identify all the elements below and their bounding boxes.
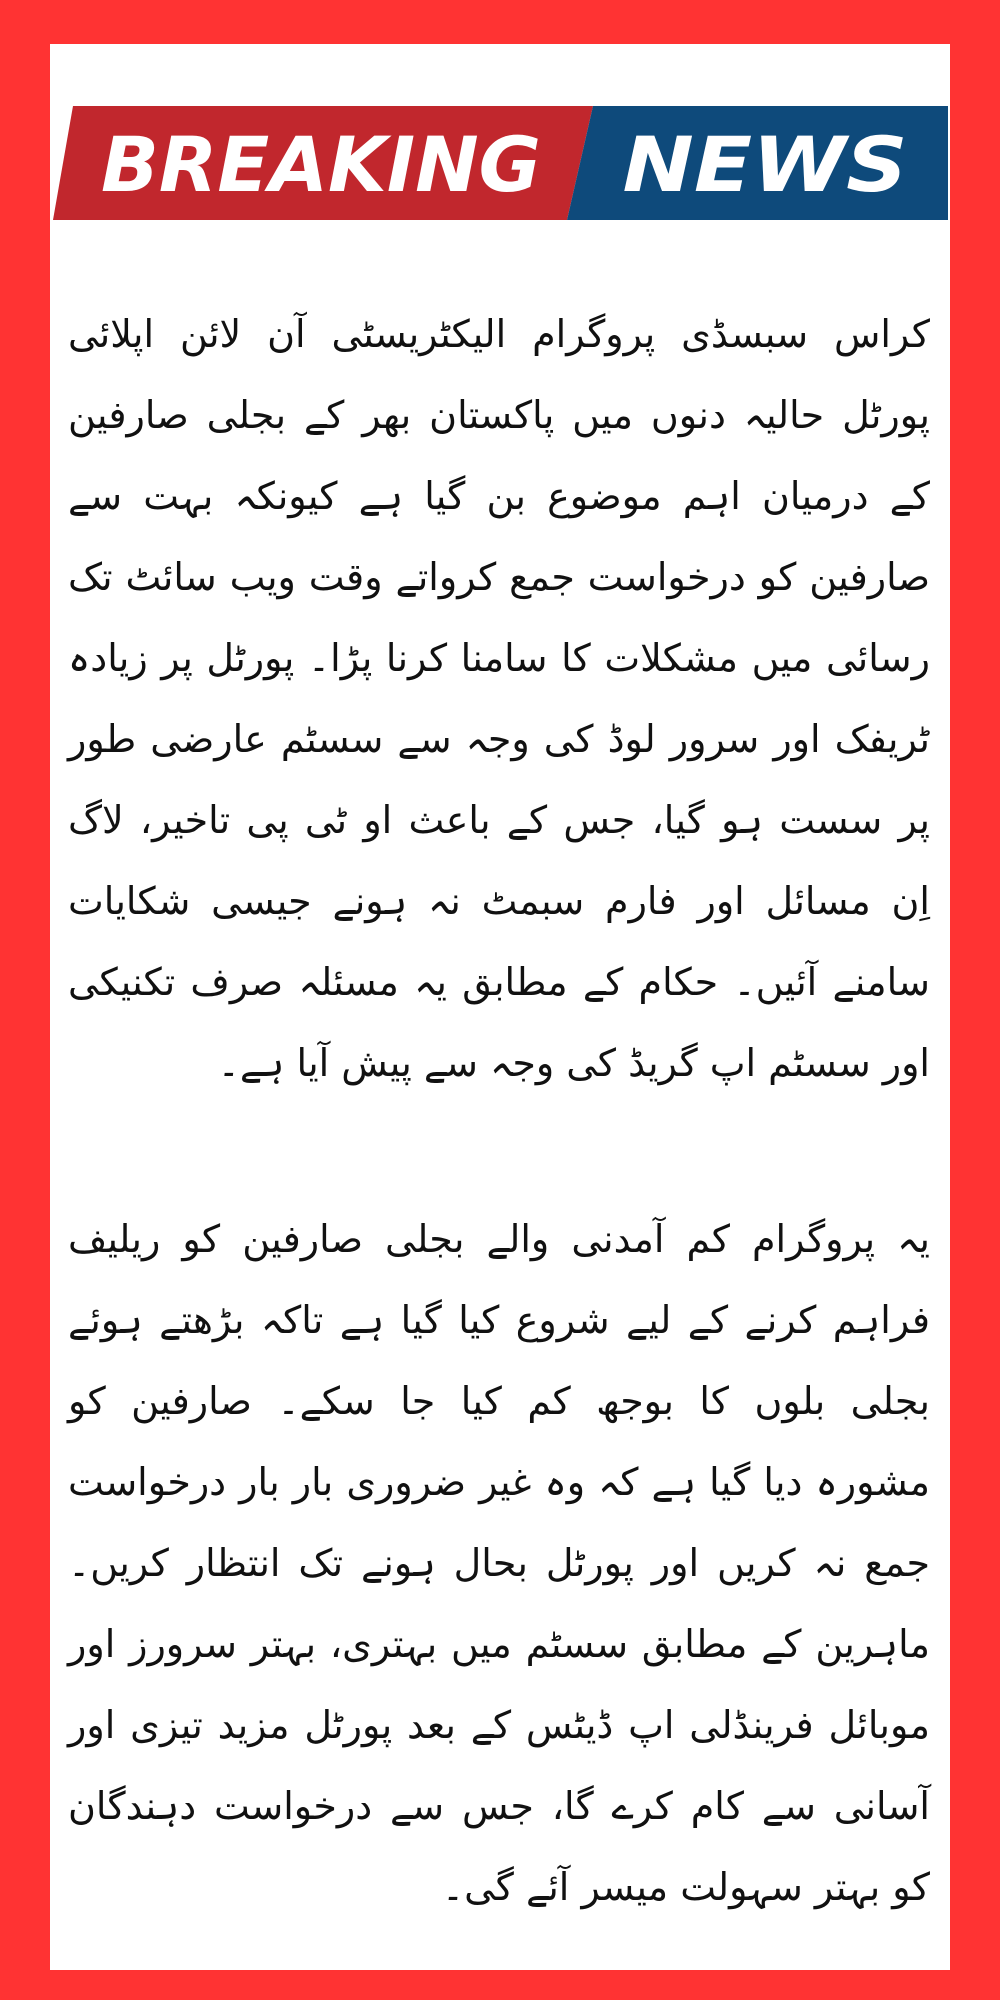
banner-word-news: NEWS — [622, 120, 908, 209]
breaking-news-graphic — [53, 106, 948, 220]
article-paragraph-1: کراس سبسڈی پروگرام الیکٹریسٹی آن لائن اپلائی پورٹل حالیہ دنوں میں پاکستان بھر کے بجلی صارفین کے درمیان اہم موضوع بن گیا ہے کیونکہ بہت سے صارفین کو درخواست جمع کرواتے وقت ویب سائٹ تک رسائی میں مشکلات کا سامنا کرنا پڑا۔ پورٹل پر زیادہ ٹریفک اور سرور لوڈ کی وجہ سے سسٹم عارضی طور پر سست ہو گیا، جس کے باعث او ٹی پی تاخیر، لاگ اِن مسائل اور فارم سبمٹ نہ ہونے جیسی شکایات سامنے آئیں۔ حکام کے مطابق یہ مسئلہ صرف تکنیکی اور سسٹم اپ گریڈ کی وجہ سے پیش آیا ہے۔ — [68, 312, 930, 1085]
article-body — [68, 294, 930, 1928]
article-card — [50, 44, 950, 1970]
article-paragraph-2: یہ پروگرام کم آمدنی والے بجلی صارفین کو ریلیف فراہم کرنے کے لیے شروع کیا گیا ہے تاکہ بڑھتے ہوئے بجلی بلوں کا بوجھ کم کیا جا سکے۔ صارفین کو مشورہ دیا گیا ہے کہ وہ غیر ضروری بار بار درخواست جمع نہ کریں اور پورٹل بحال ہونے تک انتظار کریں۔ ماہرین کے مطابق سسٹم میں بہتری، بہتر سرورز اور موبائل فرینڈلی اپ ڈیٹس کے بعد پورٹل مزید تیزی اور آسانی سے کام کرے گا، جس سے درخواست دہندگان کو بہتر سہولت میسر آئے گی۔ — [68, 1217, 930, 1909]
banner-word-breaking: BREAKING — [101, 120, 541, 209]
breaking-news-banner — [53, 106, 948, 220]
